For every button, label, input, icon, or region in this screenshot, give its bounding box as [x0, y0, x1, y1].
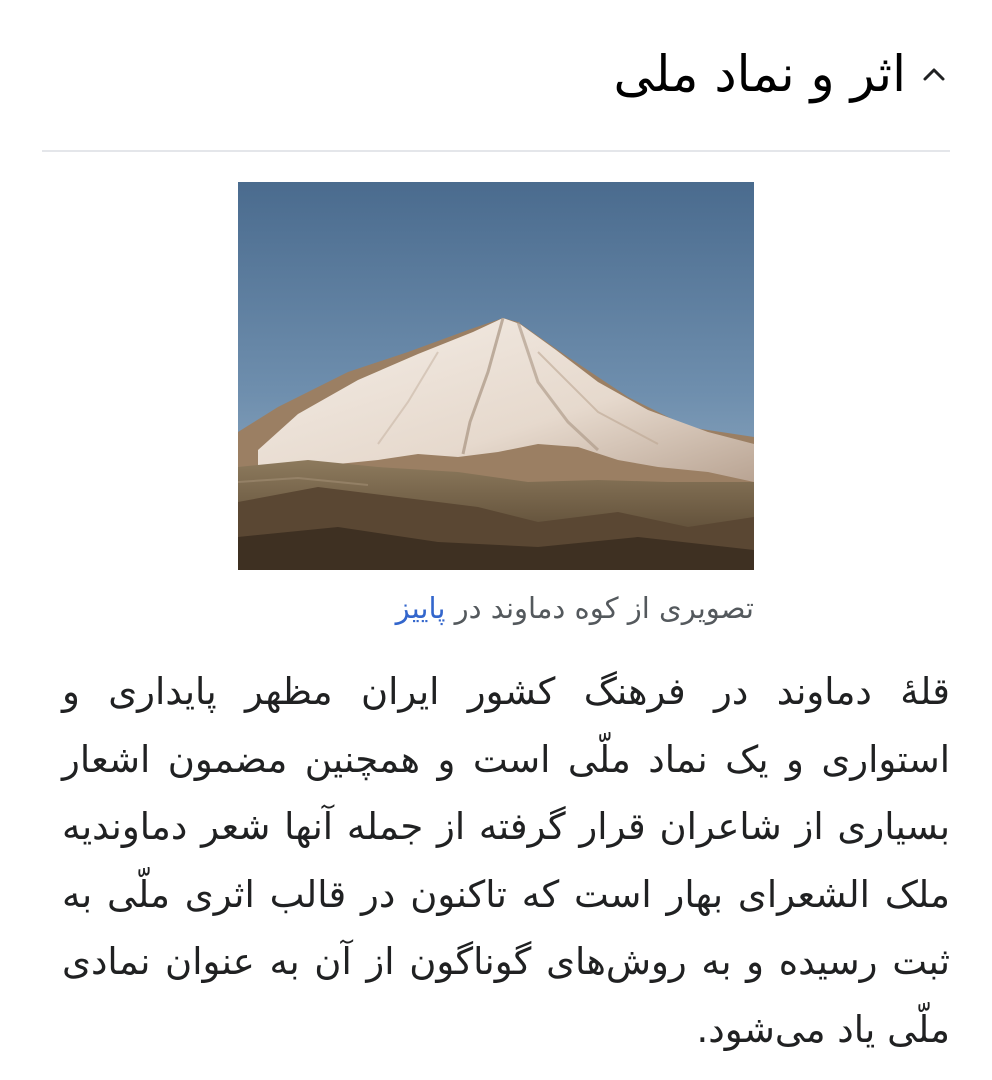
- chevron-up-icon[interactable]: [918, 58, 950, 90]
- section-header-toggle[interactable]: [42, 28, 950, 120]
- mountain-image[interactable]: [238, 182, 754, 570]
- image-caption: [200, 588, 754, 628]
- article-paragraph: قلهٔ دماوند در فرهنگ کشور ایران مظهر پایداری و استواری و یک نماد ملّی است و همچنین مضمون اشعار بسیاری از شاعران قرار گرفته از جمله آنها شعر دماوندیه ملک الشعرای بهار است که تاکنون در قالب اثری ملّی به ثبت رسیده و به روش‌های گوناگون از آن به عنوان نمادی ملّی یاد می‌شود.: [62, 670, 950, 1051]
- section-title: اثر و نماد ملی: [613, 45, 906, 103]
- caption-link-autumn[interactable]: پاییز: [395, 591, 446, 625]
- caption-text: تصویری از کوه دماوند در: [454, 591, 754, 625]
- section-divider: [42, 150, 950, 152]
